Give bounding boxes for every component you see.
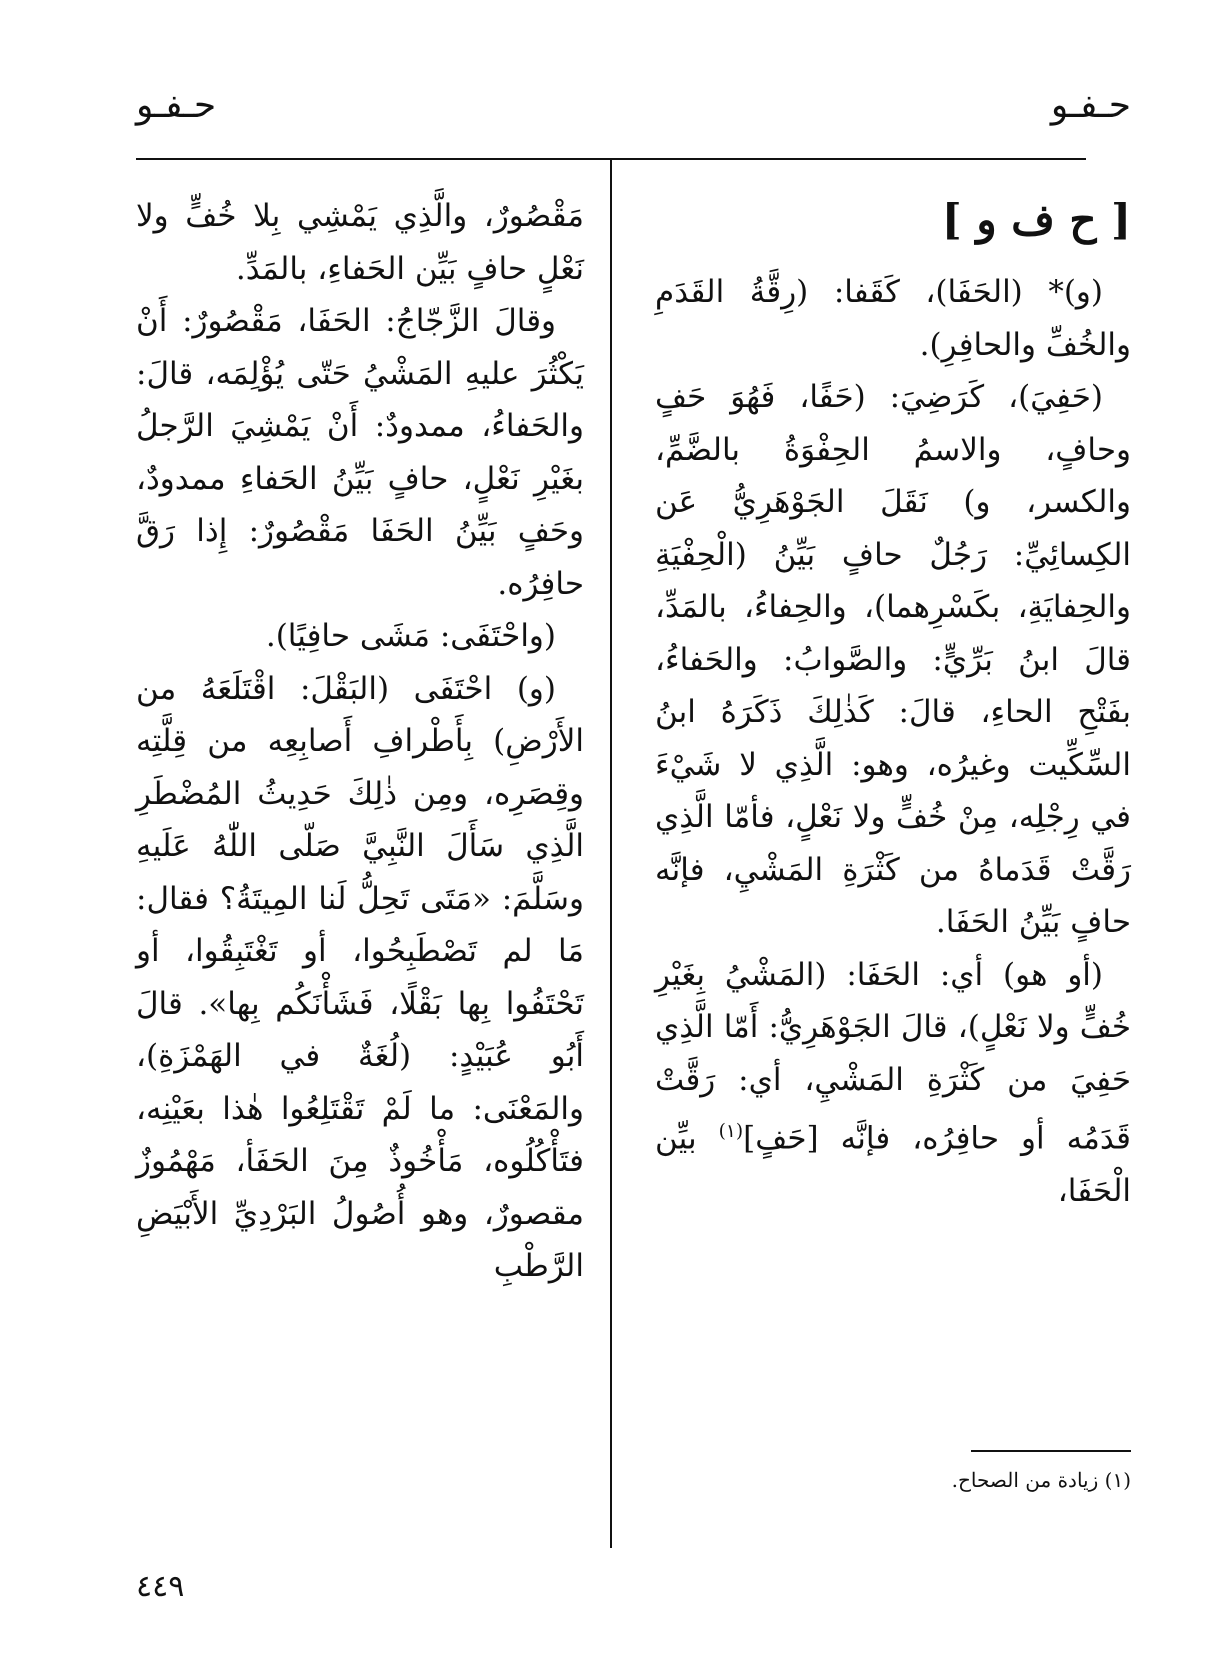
footnote-rule	[971, 1450, 1131, 1452]
left-column	[136, 190, 584, 1293]
paragraph: (و)* (الحَفَا)، كَقَفا: (رِقَّةُ القَدَمِ والخُفِّ والحافِرِ).	[655, 274, 1131, 363]
paragraph: (و) احْتَفَى (البَقْلَ: اقْتَلَعَهُ من الأَرْضِ) بِأَطْرافِ أَصابِعِه من قِلَّتِه وقِصَرِه، ومِن ذٰلِكَ حَدِيثُ المُضْطَرِ الَّذِي سَأَلَ النَّبِيَّ صَلّى اللّٰهُ عَلَيهِ وسَلَّمَ: «مَتَى تَحِلُّ لَنا المِيتَةُ؟ فقال: مَا لم تَصْطَبِحُوا، أو تَغْتَبِقُوا، أو تَحْتَفُوا بِها بَقْلًا، فَشَأْنَكُم بِها». قالَ أَبُو عُبَيْدٍ: (لُغَةٌ في الهَمْزَةِ)، والمَعْنَى: ما لَمْ تَقْتَلِعُوا هٰذا بعَيْنِه، فتَأْكُلُوه، مَأْخُوذٌ مِنَ الحَفَأ، مَهْمُوزٌ مقصورٌ، وهو أُصُولُ البَرْدِيِّ الأَبْيَضِ الرَّطْبِ	[136, 670, 584, 1284]
right-column	[655, 190, 1131, 1217]
paragraph-text: (أو هو) أي: الحَفَا: (المَشْيُ بِغَيْرِ خُفٍّ ولا نَعْلٍ)، قالَ الجَوْهَرِيُّ: أَمّا الَّذِي حَفِيَ من كَثْرَةِ المَشْيِ، أي: رَقَّتْ قَدَمُه أو حافِرُه، فإنَّه [حَفٍ]	[655, 956, 1131, 1157]
paragraph	[655, 949, 1131, 1218]
paragraph: وقالَ الزَّجّاجُ: الحَفَا، مَقْصُورٌ: أَنْ يَكْثُرَ عليهِ المَشْيُ حَتّى يُؤْلِمَه، قالَ: والحَفاءُ، ممدودٌ: أَنْ يَمْشِيَ الرَّجلُ بغَيْرِ نَعْلٍ، حافٍ بَيِّنُ الحَفاءِ ممدودٌ، وحَفٍ بَيِّنُ الحَفَا مَقْصُورٌ: إِذا رَقَّ حافِرُه.	[136, 303, 584, 602]
footnote-marker: (١)	[718, 1121, 744, 1142]
footnote: (١) زيادة من الصحاح.	[951, 1468, 1131, 1492]
paragraph: مَقْصُورٌ، والَّذِي يَمْشِي بِلا خُفٍّ ولا نَعْلٍ حافٍ بَيِّن الحَفاءِ، بالمَدِّ.	[136, 198, 584, 287]
column-divider	[610, 158, 612, 1548]
page-number: ٤٤٩	[136, 1569, 185, 1604]
entry-heading: [ ح ف و ]	[941, 195, 1131, 244]
paragraph-tail: بيِّن الْحَفَا،	[655, 1120, 1131, 1209]
paragraph: (حَفِيَ)، كَرَضِيَ: (حَفًا، فَهُوَ حَفٍ وحافٍ، والاسمُ الحِفْوَةُ بالضَّمِّ، والكسر، و) نَقَلَ الجَوْهَرِيُّ عَن الكِسائِيِّ: رَجُلٌ حافٍ بَيِّنُ (الْحِفْيَةِ والحِفايَةِ، بكَسْرِهما)، والحِفاءُ، بالمَدِّ، قالَ ابنُ بَرِّيٍّ: والصَّوابُ: والحَفاءُ، بفَتْحِ الحاءِ، قالَ: كَذٰلِكَ ذَكَرَهُ ابنُ السِّكِّيت وغيرُه، وهو: الَّذِي لا شَيْءَ في رِجْلِه، مِنْ خُفٍّ ولا نَعْلٍ، فأمّا الَّذِي رَقَّتْ قَدَماهُ من كَثْرَةِ المَشْيِ، فإنَّه حافٍ بَيِّنُ الحَفَا.	[655, 379, 1131, 940]
paragraph: (واحْتَفَى: مَشَى حافِيًا).	[265, 618, 556, 654]
running-head-right: حـفـو	[1050, 85, 1131, 126]
running-head-left: حـفـو	[136, 85, 217, 126]
